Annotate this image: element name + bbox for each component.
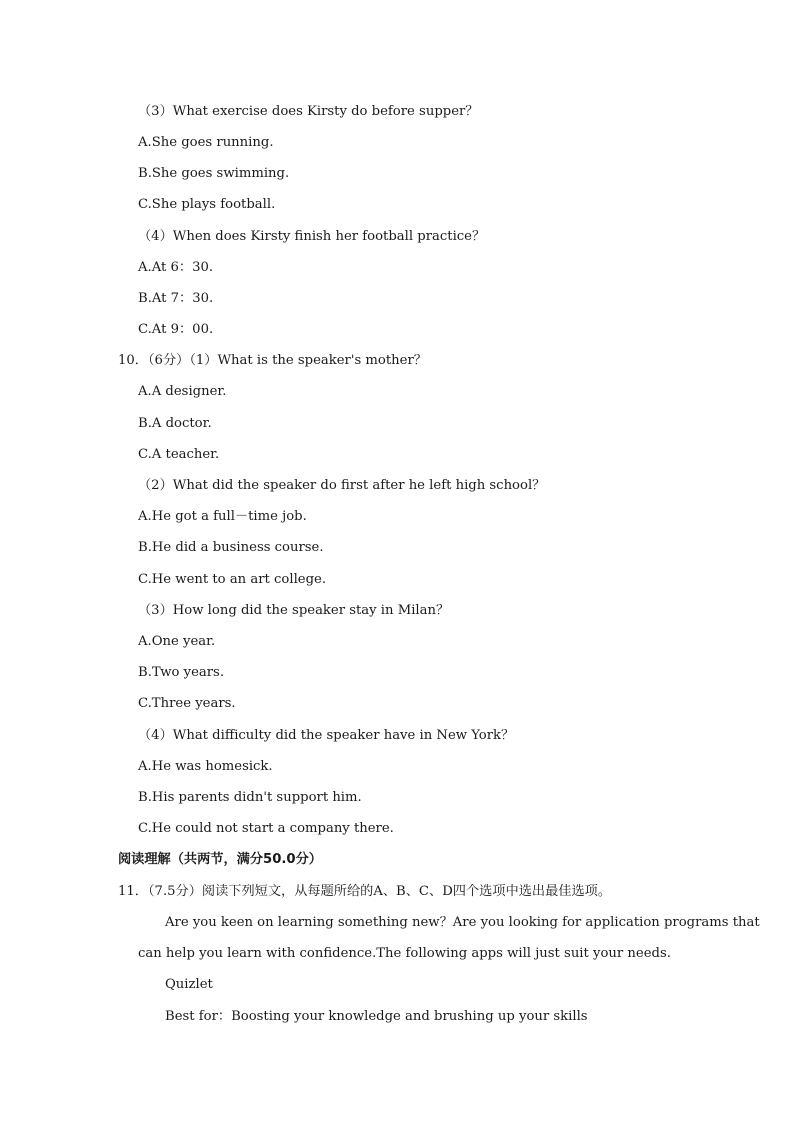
option-b: B.His parents didn't support him. [138, 790, 362, 805]
passage-line: can help you learn with confidence.The following apps will just suit your needs. [138, 946, 671, 961]
question-4-kirsty: （4）When does Kirsty finish her football practice？ [138, 229, 486, 244]
option-c: C.He could not start a company there. [138, 821, 394, 836]
option-c: C.A teacher. [138, 447, 220, 462]
question-11: 11．（7.5分）阅读下列短文，从每题所给的A、B、C、D四个选项中选出最佳选项。 [118, 884, 612, 899]
option-a: A.She goes running. [138, 135, 274, 150]
option-c: C.He went to an art college. [138, 572, 327, 587]
option-c: C.She plays football. [138, 197, 276, 212]
question-10: 10．（6分）（1）What is the speaker's mother？ [118, 353, 427, 368]
question-10-3: （3）How long did the speaker stay in Milan？ [138, 603, 450, 618]
question-10-4: （4）What difficulty did the speaker have in New York？ [138, 728, 515, 743]
option-c: C.Three years. [138, 696, 236, 711]
option-b: B.A doctor. [138, 416, 212, 431]
option-b: B.At 7：30. [138, 291, 214, 306]
passage-line: Are you keen on learning something new？Are you looking for application programs that [165, 915, 760, 930]
option-a: A.A designer. [138, 384, 227, 399]
option-a: A.At 6：30. [138, 260, 214, 275]
app-name: Quizlet [165, 977, 213, 992]
question-3-kirsty: （3）What exercise does Kirsty do before supper？ [138, 104, 479, 119]
option-b: B.Two years. [138, 665, 225, 680]
option-c: C.At 9：00. [138, 322, 214, 337]
option-a: A.He was homesick. [138, 759, 273, 774]
app-best-for: Best for：Boosting your knowledge and brushing up your skills [165, 1009, 588, 1024]
question-10-2: （2）What did the speaker do first after he left high school？ [138, 478, 546, 493]
option-b: B.She goes swimming. [138, 166, 290, 181]
option-a: A.He got a full－time job. [138, 509, 307, 524]
option-b: B.He did a business course. [138, 540, 324, 555]
option-a: A.One year. [138, 634, 216, 649]
section-heading: 阅读理解（共两节，满分50.0分） [118, 852, 322, 867]
